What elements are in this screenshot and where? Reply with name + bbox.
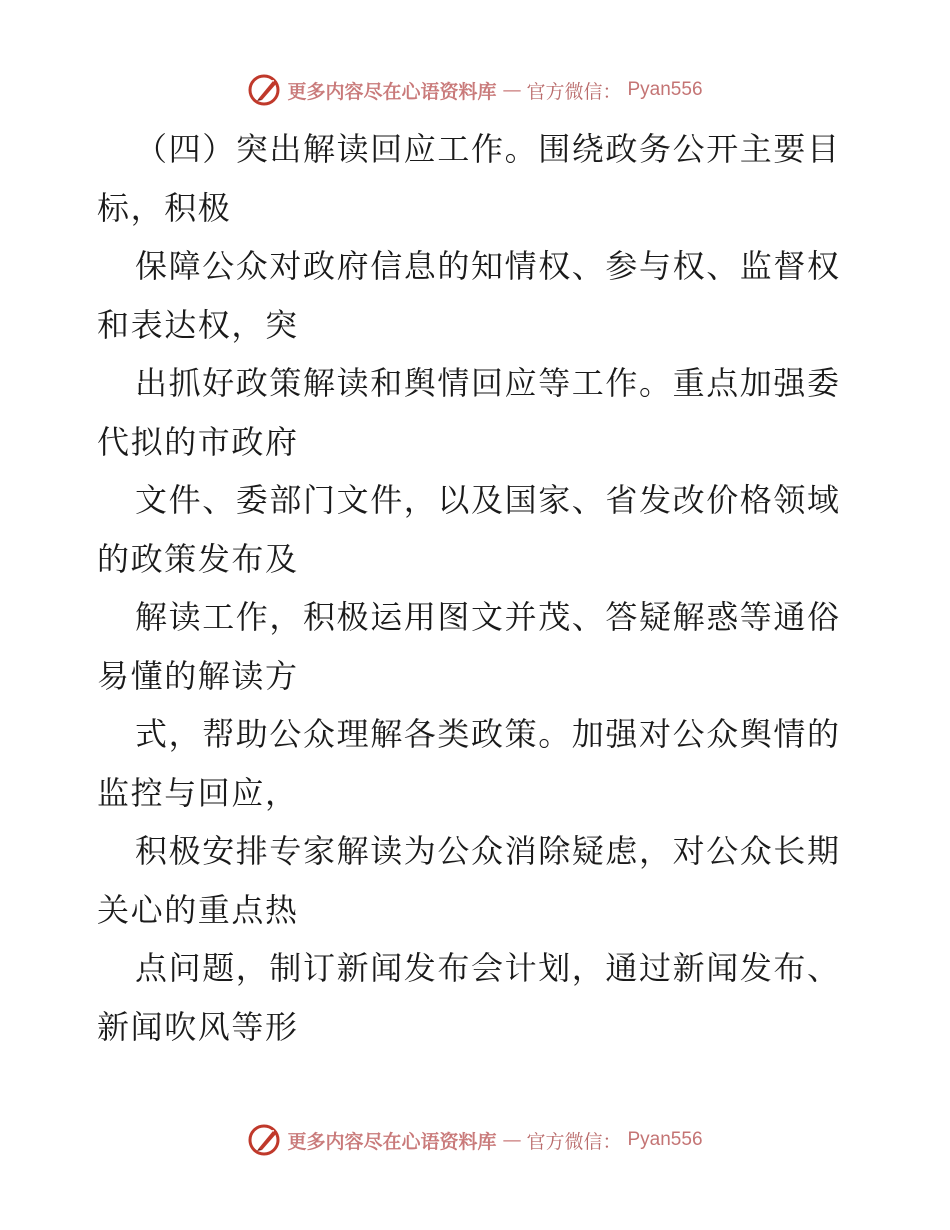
header-wechat-label: 官方微信： <box>526 80 622 103</box>
body-line: 点问题，制订新闻发布会计划，通过新闻发布、 <box>135 949 841 987</box>
body-line: 的政策发布及 <box>97 539 299 578</box>
body-line: （四）突出解读回应工作。围绕政务公开主要目 <box>135 130 841 168</box>
body-line: 式，帮助公众理解各类政策。加强对公众舆情的 <box>135 715 841 753</box>
header-dash: — <box>502 79 521 101</box>
body-line: 关心的重点热 <box>97 890 299 929</box>
body-line: 出抓好政策解读和舆情回应等工作。重点加强委 <box>135 364 841 402</box>
footer-banner <box>0 1120 950 1160</box>
footer-dash: — <box>502 1129 521 1151</box>
body-line: 代拟的市政府 <box>97 422 299 461</box>
body-line: 新闻吹风等形 <box>97 1007 299 1046</box>
body-line: 监控与回应， <box>97 773 299 812</box>
body-line: 解读工作，积极运用图文并茂、答疑解惑等通俗 <box>135 598 841 636</box>
header-site-text: 更多内容尽在心语资料库 <box>287 80 497 103</box>
footer-wechat-id: Pyan556 <box>627 1129 703 1150</box>
body-line: 和表达权，突 <box>97 305 299 344</box>
document-body <box>97 120 857 1056</box>
body-line: 标，积极 <box>97 188 232 227</box>
header-banner <box>0 70 950 110</box>
footer-wechat-label: 官方微信： <box>526 1130 622 1153</box>
footer-site-text: 更多内容尽在心语资料库 <box>287 1130 497 1153</box>
pen-logo-icon <box>247 73 281 107</box>
body-line: 保障公众对政府信息的知情权、参与权、监督权 <box>135 247 841 285</box>
body-line: 易懂的解读方 <box>97 656 299 695</box>
header-wechat-id: Pyan556 <box>627 79 703 100</box>
pen-logo-icon <box>247 1123 281 1157</box>
body-line: 积极安排专家解读为公众消除疑虑，对公众长期 <box>135 832 841 870</box>
body-line: 文件、委部门文件，以及国家、省发改价格领域 <box>135 481 841 519</box>
